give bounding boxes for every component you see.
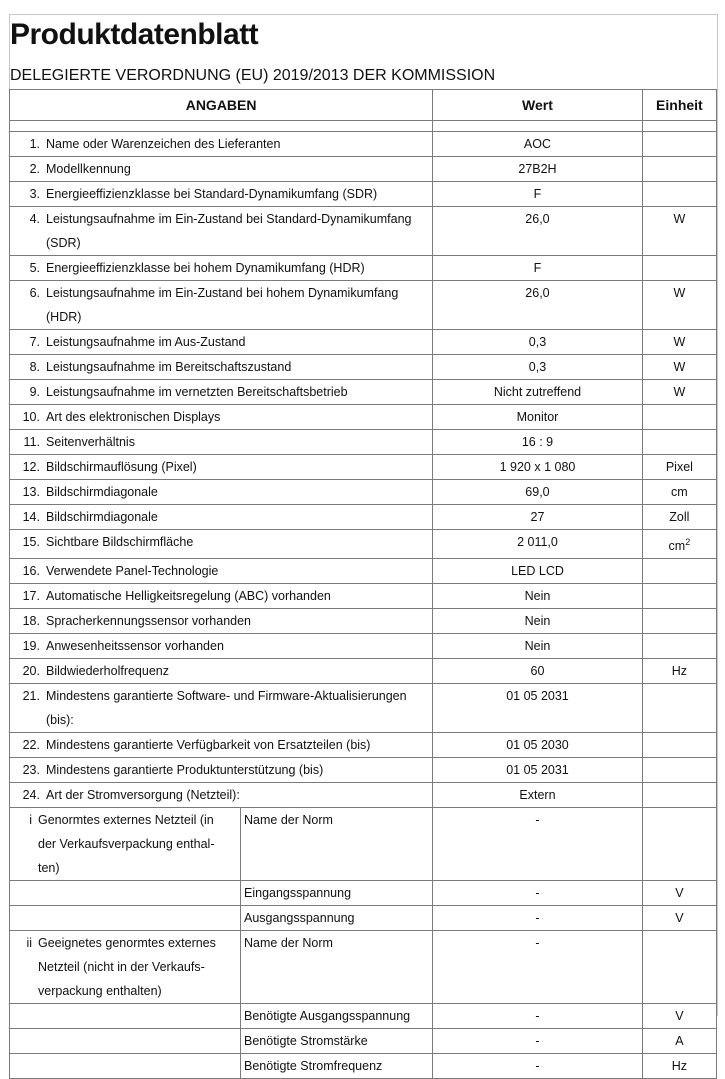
row-number: 19. <box>22 639 40 654</box>
sub-row-label: Eingangsspannung <box>240 881 432 905</box>
table-row <box>10 157 717 182</box>
sub-row-unit <box>642 808 716 881</box>
sub-row-value: - <box>433 808 643 881</box>
table-header-row <box>10 90 717 121</box>
sub-row-number: ii <box>26 936 32 951</box>
sub-row-value: - <box>433 881 643 906</box>
sub-row-label: Benötigte Ausgangsspannung <box>240 1004 432 1028</box>
sub-table-row <box>10 1004 717 1029</box>
sub-row-label: Benötigte Stromstärke <box>240 1029 432 1053</box>
unit-text: W <box>673 360 686 374</box>
row-label-cell <box>10 455 433 480</box>
row-value: 01 05 2031 <box>433 758 643 783</box>
row-label: Bildschirmauflösung (Pixel) <box>46 460 197 474</box>
unit-text: Zoll <box>669 510 690 524</box>
table-row <box>10 733 717 758</box>
sub-row-label-cell <box>10 1054 433 1079</box>
sub-row-label-cell <box>10 1004 433 1029</box>
sub-table-row <box>10 881 717 906</box>
row-value: 27B2H <box>433 157 643 182</box>
row-label: Leistungsaufnahme im Ein-Zustand bei hohem Dynamikumfang (HDR) <box>46 286 399 324</box>
table-row <box>10 559 717 584</box>
row-value: F <box>433 182 643 207</box>
row-unit <box>642 256 716 281</box>
sub-row-label: Name der Norm <box>240 808 432 880</box>
row-number: 5. <box>29 261 40 275</box>
sub-row-unit: A <box>642 1029 716 1054</box>
table-row <box>10 684 717 733</box>
row-number: 10. <box>22 410 40 424</box>
unit-text: W <box>673 385 686 399</box>
unit-text: Pixel <box>665 460 693 474</box>
row-number: 11. <box>23 435 40 449</box>
row-value: 16 : 9 <box>433 430 643 455</box>
row-label: Bildschirmdiagonale <box>46 510 158 524</box>
sub-row-group <box>38 1004 234 1028</box>
row-label-cell <box>10 530 433 559</box>
table-row <box>10 182 717 207</box>
table-row <box>10 634 717 659</box>
row-value: 60 <box>433 659 643 684</box>
row-label-cell <box>10 256 433 281</box>
sub-row-label: Benötigte Stromfrequenz <box>240 1054 432 1078</box>
table-row <box>10 430 717 455</box>
row-label: Art der Stromversorgung (Netzteil): <box>46 788 240 803</box>
sub-row-unit <box>642 931 716 1004</box>
row-number: 4. <box>29 212 40 226</box>
sub-row-unit: V <box>642 881 716 906</box>
sub-row-group <box>38 881 234 905</box>
row-number: 18. <box>22 614 40 629</box>
row-value: Nein <box>433 584 643 609</box>
table-row <box>10 758 717 783</box>
row-label-cell <box>10 207 433 256</box>
row-number: 23. <box>22 763 40 778</box>
row-number: 15. <box>22 535 40 549</box>
row-label-cell <box>10 783 433 808</box>
row-number: 13. <box>22 485 40 499</box>
row-unit <box>642 207 716 256</box>
table-row <box>10 132 717 157</box>
row-label-cell <box>10 733 433 758</box>
unit-superscript: 2 <box>685 537 691 547</box>
table-row <box>10 330 717 355</box>
table-row <box>10 659 717 684</box>
row-label: Leistungsaufnahme im Bereitschaftszustand <box>46 360 292 374</box>
table-row <box>10 405 717 430</box>
sub-row-group: Genormtes externes Netzteil (in der Verkaufsverpackung enthal-ten) <box>38 813 215 876</box>
table-row <box>10 505 717 530</box>
sub-row-number <box>10 906 38 930</box>
sub-row-label-cell <box>10 881 433 906</box>
unit-text: W <box>673 335 686 349</box>
sub-row-unit: V <box>642 1004 716 1029</box>
row-label: Automatische Helligkeitsregelung (ABC) vorhanden <box>46 589 331 604</box>
sub-row-value: - <box>433 931 643 1004</box>
row-label-cell <box>10 505 433 530</box>
row-value: Nein <box>433 634 643 659</box>
row-value: 26,0 <box>433 207 643 256</box>
row-value: Nicht zutreffend <box>433 380 643 405</box>
row-label-cell <box>10 355 433 380</box>
page-title: Produktdatenblatt <box>10 18 259 51</box>
sub-table-row <box>10 931 717 1004</box>
spacer-row <box>10 121 717 132</box>
sub-row-unit: V <box>642 906 716 931</box>
unit-text: W <box>673 286 686 300</box>
regulation-subtitle: DELEGIERTE VERORDNUNG (EU) 2019/2013 DER KOMMISSION <box>10 67 496 84</box>
row-number: 3. <box>29 187 40 201</box>
row-label-cell <box>10 609 433 634</box>
sub-row-label: Name der Norm <box>240 931 432 1003</box>
table-row <box>10 207 717 256</box>
row-label: Anwesenheitssensor vorhanden <box>46 639 224 654</box>
row-number: 7. <box>29 335 40 349</box>
row-label-cell <box>10 132 433 157</box>
row-number: 22. <box>22 738 40 753</box>
row-number: 16. <box>22 564 40 579</box>
sub-row-value: - <box>433 906 643 931</box>
sub-row-group <box>38 1029 234 1053</box>
unit-text: W <box>673 212 686 226</box>
row-unit <box>642 455 716 480</box>
sub-row-label-cell <box>10 1029 433 1054</box>
row-label: Seitenverhältnis <box>46 435 135 449</box>
row-label: Mindestens garantierte Produktunterstützung (bis) <box>46 763 324 778</box>
row-label-cell <box>10 330 433 355</box>
row-value: 0,3 <box>433 330 643 355</box>
unit-text: cm <box>668 539 686 554</box>
row-unit <box>642 634 716 659</box>
sub-row-label-cell <box>10 931 433 1004</box>
sub-row-number <box>10 1029 38 1053</box>
table-row <box>10 480 717 505</box>
sub-row-number: i <box>29 813 32 828</box>
table-row <box>10 455 717 480</box>
sub-table-row <box>10 1029 717 1054</box>
sub-row-value: - <box>433 1004 643 1029</box>
row-unit <box>642 505 716 530</box>
sub-row-label-cell <box>10 808 433 881</box>
table-row <box>10 783 717 808</box>
row-number: 6. <box>29 286 40 300</box>
sub-table-row <box>10 906 717 931</box>
row-value: 01 05 2030 <box>433 733 643 758</box>
row-label-cell <box>10 405 433 430</box>
row-label: Verwendete Panel-Technologie <box>46 564 219 579</box>
row-unit <box>642 430 716 455</box>
row-label: Sichtbare Bildschirmfläche <box>46 535 194 549</box>
table-row <box>10 584 717 609</box>
row-label: Leistungsaufnahme im Aus-Zustand <box>46 335 246 349</box>
row-label: Energieeffizienzklasse bei Standard-Dynamikumfang (SDR) <box>46 187 378 201</box>
row-value: 1 920 x 1 080 <box>433 455 643 480</box>
row-unit <box>642 733 716 758</box>
row-label: Modellkennung <box>46 162 131 176</box>
row-label-cell <box>10 182 433 207</box>
sub-row-group <box>38 1054 234 1078</box>
row-unit <box>642 609 716 634</box>
table-row <box>10 530 717 559</box>
row-number: 2. <box>29 162 40 176</box>
unit-text: cm <box>671 485 688 499</box>
row-unit <box>642 355 716 380</box>
row-unit <box>642 380 716 405</box>
row-unit <box>642 182 716 207</box>
row-label: Energieeffizienzklasse bei hohem Dynamikumfang (HDR) <box>46 261 365 275</box>
row-label: Bildschirmdiagonale <box>46 485 158 499</box>
row-label-cell <box>10 480 433 505</box>
row-value: Extern <box>433 783 643 808</box>
sub-row-value: - <box>433 1054 643 1079</box>
row-value: AOC <box>433 132 643 157</box>
row-unit <box>642 281 716 330</box>
row-number: 17. <box>22 589 40 604</box>
row-value: Nein <box>433 609 643 634</box>
sub-row-group <box>38 906 234 930</box>
row-unit <box>642 132 716 157</box>
table-row <box>10 355 717 380</box>
sub-table-row <box>10 1054 717 1079</box>
row-unit <box>642 530 716 559</box>
sub-row-number <box>10 1004 38 1028</box>
row-value: LED LCD <box>433 559 643 584</box>
row-unit <box>642 330 716 355</box>
row-number: 9. <box>29 385 40 399</box>
sub-row-label: Ausgangsspannung <box>240 906 432 930</box>
row-label-cell <box>10 380 433 405</box>
row-unit <box>642 480 716 505</box>
sub-row-number <box>10 1054 38 1078</box>
row-number: 14. <box>22 510 40 524</box>
sub-row-unit: Hz <box>642 1054 716 1079</box>
sub-row-label-cell <box>10 906 433 931</box>
table-row <box>10 380 717 405</box>
row-label: Mindestens garantierte Software- und Firmware-Aktualisierungen (bis): <box>46 689 407 728</box>
row-label-cell <box>10 684 433 733</box>
table-row <box>10 256 717 281</box>
sub-row-number <box>10 881 38 905</box>
row-value: 27 <box>433 505 643 530</box>
row-value: F <box>433 256 643 281</box>
row-number: 24. <box>22 788 40 803</box>
row-value: 26,0 <box>433 281 643 330</box>
header-wert: Wert <box>433 90 643 121</box>
row-label: Name oder Warenzeichen des Lieferanten <box>46 137 281 151</box>
row-unit <box>642 758 716 783</box>
sub-table-row <box>10 808 717 881</box>
row-label: Bildwiederholfrequenz <box>46 664 169 679</box>
row-label: Leistungsaufnahme im Ein-Zustand bei Standard-Dynamikumfang (SDR) <box>46 212 412 250</box>
row-unit <box>642 659 716 684</box>
row-label-cell <box>10 430 433 455</box>
row-label: Mindestens garantierte Verfügbarkeit von Ersatzteilen (bis) <box>46 738 371 753</box>
sub-row-value: - <box>433 1029 643 1054</box>
row-unit <box>642 405 716 430</box>
row-label: Art des elektronischen Displays <box>46 410 221 424</box>
table-row <box>10 281 717 330</box>
product-data-table <box>9 89 717 1079</box>
row-value: 01 05 2031 <box>433 684 643 733</box>
row-label-cell <box>10 758 433 783</box>
row-unit <box>642 559 716 584</box>
row-value: 69,0 <box>433 480 643 505</box>
row-label: Leistungsaufnahme im vernetzten Bereitschaftsbetrieb <box>46 385 348 399</box>
row-unit <box>642 157 716 182</box>
header-angaben: ANGABEN <box>10 90 433 121</box>
row-label: Spracherkennungssensor vorhanden <box>46 614 251 629</box>
row-number: 20. <box>22 664 40 679</box>
sub-row-group: Geeignetes genormtes externes Netzteil (nicht in der Verkaufs-verpackung enthalten) <box>38 936 216 999</box>
row-label-cell <box>10 281 433 330</box>
row-label-cell <box>10 659 433 684</box>
row-number: 21. <box>22 689 40 704</box>
row-value: 2 011,0 <box>433 530 643 559</box>
row-number: 12. <box>22 460 40 474</box>
row-label-cell <box>10 157 433 182</box>
row-unit <box>642 584 716 609</box>
row-label-cell <box>10 634 433 659</box>
row-value: Monitor <box>433 405 643 430</box>
row-value: 0,3 <box>433 355 643 380</box>
table-row <box>10 609 717 634</box>
row-number: 8. <box>29 360 40 374</box>
header-einheit: Einheit <box>642 90 716 121</box>
row-label-cell <box>10 584 433 609</box>
row-unit <box>642 783 716 808</box>
row-label-cell <box>10 559 433 584</box>
row-unit <box>642 684 716 733</box>
row-number: 1. <box>29 137 40 151</box>
unit-text: Hz <box>671 664 688 679</box>
